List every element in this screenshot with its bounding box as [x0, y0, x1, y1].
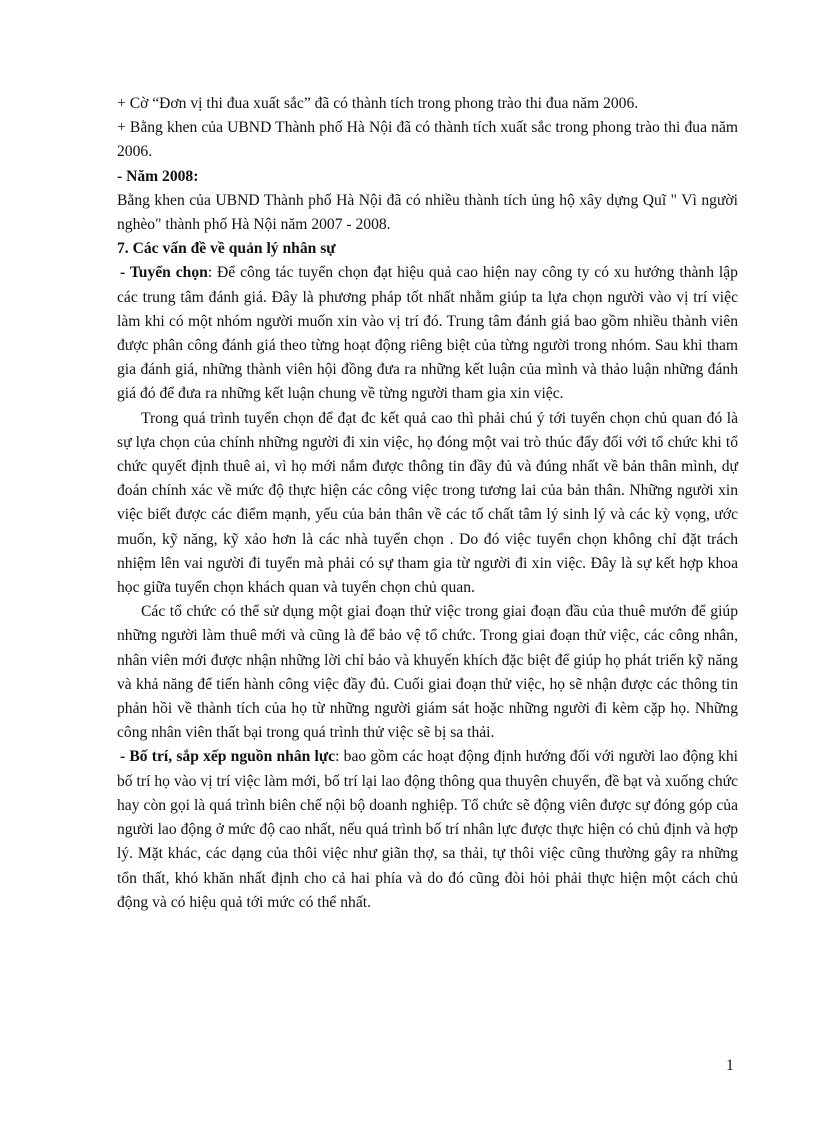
award-item-flag: + Cờ “Đơn vị thi đua xuất sắc” đã có thành tích trong phong trào thi đua năm 2006.	[117, 95, 639, 112]
arrangement-label: - Bố trí, sắp xếp nguồn nhân lực	[120, 748, 336, 766]
award-item-certificate-2008: Bằng khen của UBND Thành phố Hà Nội đã có nhiều thành tích ủng hộ xây dựng Quĩ " Vì người nghèo" thành phố Hà Nội năm 2007 - 2008.	[117, 191, 738, 234]
year-heading-2008: - Năm 2008:	[117, 167, 199, 185]
recruitment-label: - Tuyển chọn	[120, 264, 208, 282]
arrangement-text: : bao gồm các hoạt động định hướng đối với người lao động khi bố trí họ vào vị trí việc làm mới, bố trí lại lao động thông qua thuyên chuyển, đề bạt và xuống chức hay còn gọi là quá trình biên chế nội bộ doanh nghiệp. Tổ chức sẽ động viên được sự đóng góp của người lao động ở mức độ cao nhất, nếu quá trình bố trí nhân lực được thực hiện có chủ định và hợp lý. Mặt khác, các dạng của thôi việc như giãn thợ, sa thải, tự thôi việc cũng thường gây ra những tổn thất, khó khăn nhất định cho cả hai phía và do đó cũng đòi hỏi phải thực hiện một cách chủ động và có hiệu quả tới mức có thể nhất.	[117, 748, 738, 911]
subjective-selection-paragraph: Trong quá trình tuyển chọn để đạt đc kết quả cao thì phải chú ý tới tuyển chọn chủ quan đó là sự lựa chọn của chính những người đi xin việc, họ đóng một vai trò thúc đẩy đối với tổ chức khi tổ chức quyết định thuê ai, vì họ mới nắm được thông tin đầy đủ và đúng nhất về bản thân mình, dự đoán chính xác về mức độ thực hiện các công việc trong tương lai của bản thân. Những người xin việc biết được các điểm mạnh, yếu của bản thân về các tố chất tâm lý sinh lý và các kỳ vọng, ước muốn, kỹ năng, kỹ xảo hơn là các nhà tuyển chọn . Do đó việc tuyển chọn không chỉ đặt trách nhiệm lên vai người đi tuyển mà phải có sự tham gia từ người đi xin việc. Đây là sự kết hợp khoa học giữa tuyển chọn khách quan và tuyển chọn chủ quan.	[117, 409, 738, 597]
arrangement-paragraph	[117, 745, 738, 914]
recruitment-text: : Để công tác tuyển chọn đạt hiệu quả cao hiện nay công ty có xu hướng thành lập các trung tâm đánh giá. Đây là phương pháp tốt nhất nhằm giúp ta lựa chọn người vào vị trí việc làm khi có một nhóm người muốn xin vào vị trí đó. Trung tâm đánh giá bao gồm nhiều thành viên được phân công đánh giá theo từng hoạt động riêng biệt của từng người trong nhóm. Sau khi tham gia đánh giá, những thành viên hội đồng đưa ra những kết luận của mình và thảo luận những đánh giá đó để đưa ra những kết luận chung về từng người tham gia xin việc.	[117, 264, 738, 403]
section-heading: 7. Các vấn đề về quản lý nhân sự	[117, 240, 336, 258]
recruitment-paragraph	[117, 261, 738, 406]
page-number: 1	[726, 1057, 734, 1074]
award-item-certificate-2006: + Bằng khen của UBND Thành phố Hà Nội đã có thành tích xuất sắc trong phong trào thi đua năm 2006.	[117, 119, 738, 161]
probation-paragraph: Các tổ chức có thể sử dụng một giai đoạn thử việc trong giai đoạn đầu của thuê mướn để giúp những người làm thuê mới và cũng là để bảo vệ tổ chức. Trong giai đoạn thử việc, các công nhân, nhân viên mới được nhận những lời chỉ bảo và khuyến khích đặc biệt để giúp họ phát triển kỹ năng và khả năng để tiến hành công việc đầy đủ. Cuối giai đoạn thử việc, họ sẽ nhận được các thông tin phản hồi về thành tích của họ từ những người giám sát hoặc những người đi kèm cặp họ. Những công nhân viên thất bại trong quá trình thử việc sẽ bị sa thải.	[117, 603, 738, 742]
document-page	[117, 92, 738, 915]
